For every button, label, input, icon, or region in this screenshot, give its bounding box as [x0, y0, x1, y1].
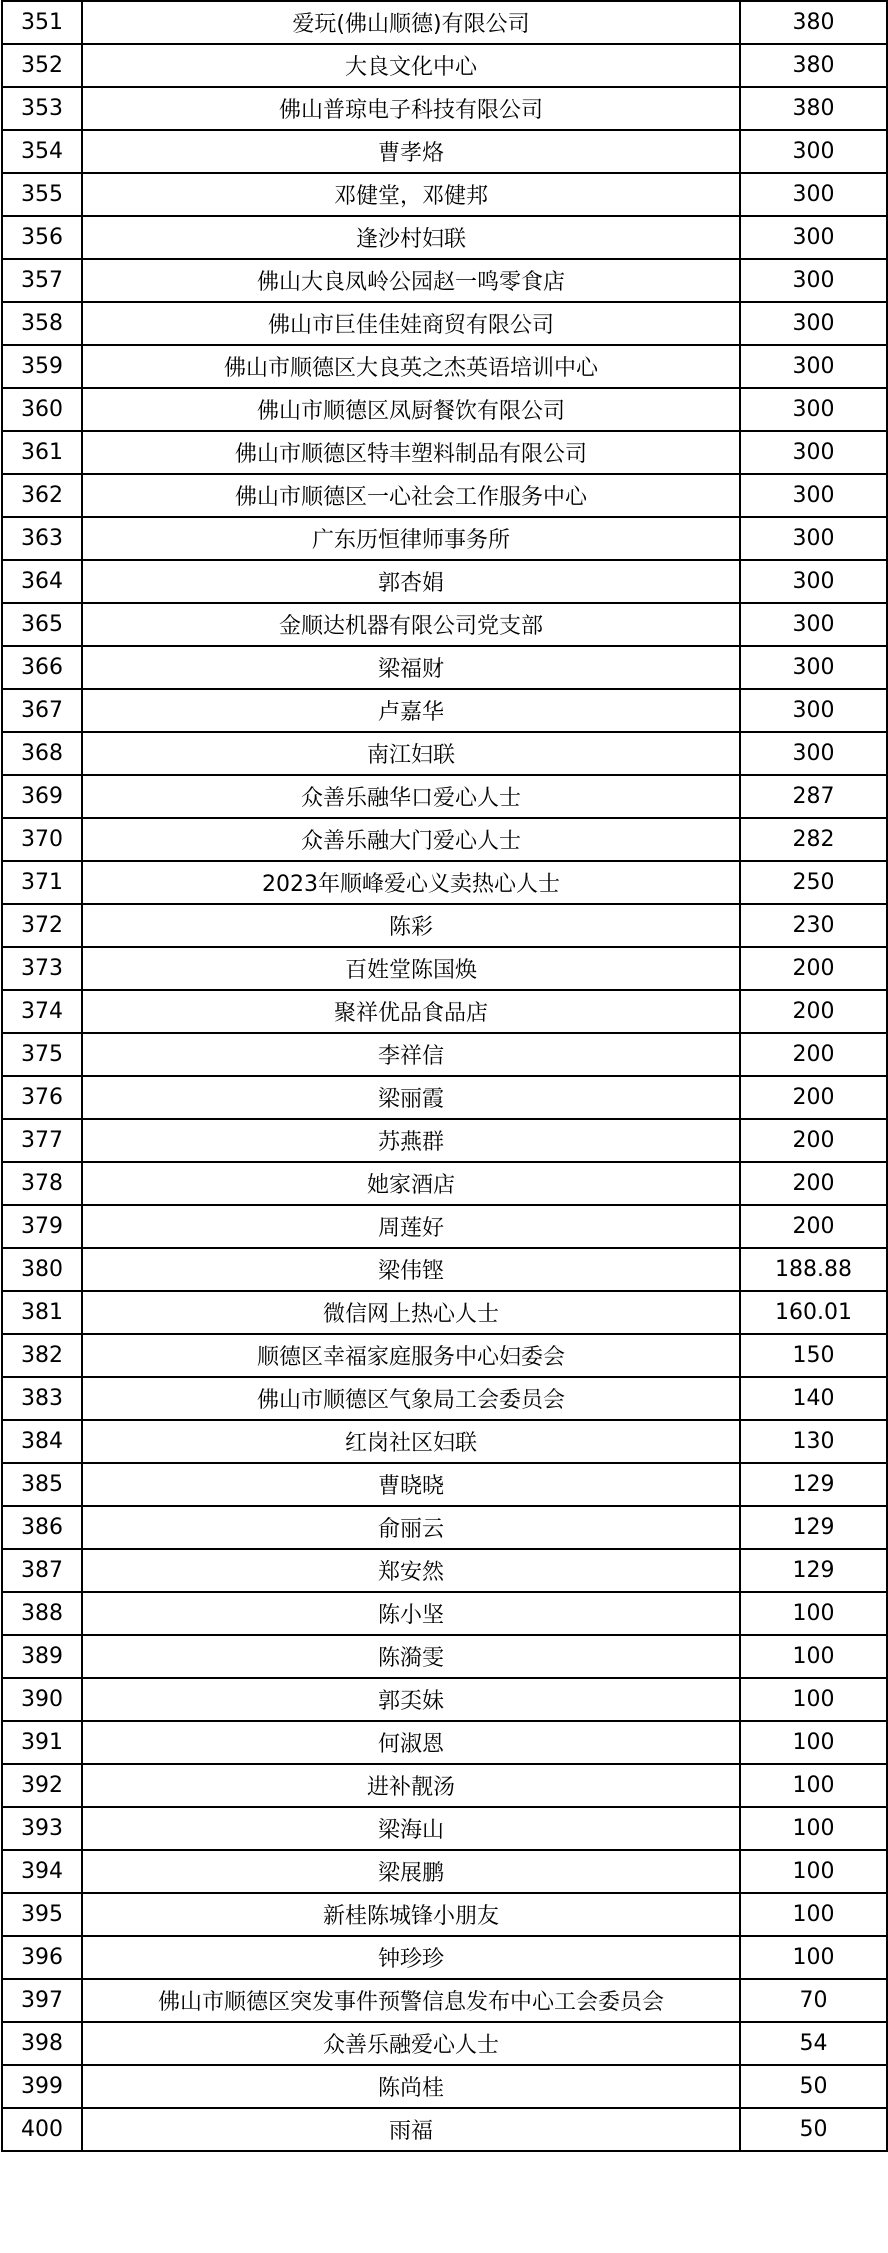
- table-row: [2, 1334, 887, 1377]
- donor-name-cell: 金顺达机器有限公司党支部: [82, 603, 740, 646]
- table-row: [2, 603, 887, 646]
- amount-cell: 188.88: [740, 1248, 887, 1291]
- table-row: [2, 1936, 887, 1979]
- donor-name-cell: 曹孝烙: [82, 130, 740, 173]
- row-number-cell: 360: [2, 388, 82, 431]
- table-body: [2, 1, 887, 2151]
- table-row: [2, 2108, 887, 2151]
- table-row: [2, 1420, 887, 1463]
- table-row: [2, 130, 887, 173]
- table-row: [2, 1678, 887, 1721]
- table-row: [2, 345, 887, 388]
- donor-name-cell: 2023年顺峰爱心义卖热心人士: [82, 861, 740, 904]
- donor-name-cell: 郑安然: [82, 1549, 740, 1592]
- donor-name-cell: 百姓堂陈国焕: [82, 947, 740, 990]
- amount-cell: 50: [740, 2065, 887, 2108]
- row-number-cell: 371: [2, 861, 82, 904]
- table-row: [2, 302, 887, 345]
- table-row: [2, 904, 887, 947]
- amount-cell: 200: [740, 1076, 887, 1119]
- row-number-cell: 384: [2, 1420, 82, 1463]
- row-number-cell: 362: [2, 474, 82, 517]
- row-number-cell: 379: [2, 1205, 82, 1248]
- amount-cell: 300: [740, 431, 887, 474]
- donor-name-cell: 新桂陈城锋小朋友: [82, 1893, 740, 1936]
- donor-name-cell: 微信网上热心人士: [82, 1291, 740, 1334]
- donor-name-cell: 佛山大良凤岭公园赵一鸣零食店: [82, 259, 740, 302]
- donor-name-cell: 佛山普琼电子科技有限公司: [82, 87, 740, 130]
- row-number-cell: 399: [2, 2065, 82, 2108]
- donor-name-cell: 她家酒店: [82, 1162, 740, 1205]
- amount-cell: 200: [740, 990, 887, 1033]
- table-row: [2, 775, 887, 818]
- amount-cell: 160.01: [740, 1291, 887, 1334]
- amount-cell: 100: [740, 1850, 887, 1893]
- row-number-cell: 394: [2, 1850, 82, 1893]
- table-row: [2, 1291, 887, 1334]
- donor-name-cell: 佛山市顺德区特丰塑料制品有限公司: [82, 431, 740, 474]
- amount-cell: 200: [740, 947, 887, 990]
- table-row: [2, 259, 887, 302]
- amount-cell: 100: [740, 1936, 887, 1979]
- amount-cell: 300: [740, 130, 887, 173]
- row-number-cell: 351: [2, 1, 82, 44]
- amount-cell: 100: [740, 1721, 887, 1764]
- donor-name-cell: 陈尚桂: [82, 2065, 740, 2108]
- donor-name-cell: 佛山市顺德区一心社会工作服务中心: [82, 474, 740, 517]
- amount-cell: 100: [740, 1635, 887, 1678]
- donor-name-cell: 逢沙村妇联: [82, 216, 740, 259]
- donor-name-cell: 卢嘉华: [82, 689, 740, 732]
- row-number-cell: 398: [2, 2022, 82, 2065]
- table-row: [2, 1721, 887, 1764]
- row-number-cell: 392: [2, 1764, 82, 1807]
- donor-name-cell: 梁福财: [82, 646, 740, 689]
- row-number-cell: 368: [2, 732, 82, 775]
- table-row: [2, 1893, 887, 1936]
- amount-cell: 282: [740, 818, 887, 861]
- row-number-cell: 388: [2, 1592, 82, 1635]
- amount-cell: 129: [740, 1463, 887, 1506]
- row-number-cell: 372: [2, 904, 82, 947]
- row-number-cell: 369: [2, 775, 82, 818]
- amount-cell: 200: [740, 1119, 887, 1162]
- table-row: [2, 2022, 887, 2065]
- amount-cell: 300: [740, 173, 887, 216]
- row-number-cell: 361: [2, 431, 82, 474]
- row-number-cell: 358: [2, 302, 82, 345]
- row-number-cell: 396: [2, 1936, 82, 1979]
- table-row: [2, 173, 887, 216]
- donor-name-cell: 佛山市顺德区突发事件预警信息发布中心工会委员会: [82, 1979, 740, 2022]
- donor-name-cell: 顺德区幸福家庭服务中心妇委会: [82, 1334, 740, 1377]
- table-row: [2, 560, 887, 603]
- row-number-cell: 397: [2, 1979, 82, 2022]
- donor-name-cell: 佛山市顺德区气象局工会委员会: [82, 1377, 740, 1420]
- donation-table: [1, 0, 888, 2152]
- donor-name-cell: 聚祥优品食品店: [82, 990, 740, 1033]
- donor-name-cell: 众善乐融爱心人士: [82, 2022, 740, 2065]
- amount-cell: 54: [740, 2022, 887, 2065]
- row-number-cell: 355: [2, 173, 82, 216]
- table-row: [2, 1592, 887, 1635]
- row-number-cell: 359: [2, 345, 82, 388]
- row-number-cell: 374: [2, 990, 82, 1033]
- row-number-cell: 387: [2, 1549, 82, 1592]
- table-row: [2, 431, 887, 474]
- amount-cell: 300: [740, 345, 887, 388]
- amount-cell: 230: [740, 904, 887, 947]
- table-row: [2, 1979, 887, 2022]
- amount-cell: 129: [740, 1549, 887, 1592]
- donor-name-cell: 大良文化中心: [82, 44, 740, 87]
- row-number-cell: 356: [2, 216, 82, 259]
- table-row: [2, 990, 887, 1033]
- row-number-cell: 357: [2, 259, 82, 302]
- row-number-cell: 370: [2, 818, 82, 861]
- row-number-cell: 366: [2, 646, 82, 689]
- amount-cell: 380: [740, 87, 887, 130]
- row-number-cell: 376: [2, 1076, 82, 1119]
- table-row: [2, 1, 887, 44]
- table-row: [2, 861, 887, 904]
- donor-name-cell: 进补靓汤: [82, 1764, 740, 1807]
- amount-cell: 300: [740, 388, 887, 431]
- table-row: [2, 732, 887, 775]
- donor-name-cell: 周莲好: [82, 1205, 740, 1248]
- row-number-cell: 382: [2, 1334, 82, 1377]
- donor-name-cell: 红岗社区妇联: [82, 1420, 740, 1463]
- donor-name-cell: 梁伟铿: [82, 1248, 740, 1291]
- row-number-cell: 395: [2, 1893, 82, 1936]
- amount-cell: 100: [740, 1678, 887, 1721]
- row-number-cell: 354: [2, 130, 82, 173]
- amount-cell: 130: [740, 1420, 887, 1463]
- amount-cell: 300: [740, 259, 887, 302]
- table-row: [2, 1377, 887, 1420]
- amount-cell: 70: [740, 1979, 887, 2022]
- amount-cell: 300: [740, 474, 887, 517]
- donor-name-cell: 众善乐融华口爱心人士: [82, 775, 740, 818]
- donor-name-cell: 何淑恩: [82, 1721, 740, 1764]
- amount-cell: 200: [740, 1205, 887, 1248]
- table-row: [2, 1807, 887, 1850]
- row-number-cell: 393: [2, 1807, 82, 1850]
- donor-name-cell: 梁海山: [82, 1807, 740, 1850]
- row-number-cell: 373: [2, 947, 82, 990]
- donor-name-cell: 雨福: [82, 2108, 740, 2151]
- table-row: [2, 1549, 887, 1592]
- amount-cell: 140: [740, 1377, 887, 1420]
- row-number-cell: 352: [2, 44, 82, 87]
- row-number-cell: 383: [2, 1377, 82, 1420]
- amount-cell: 150: [740, 1334, 887, 1377]
- row-number-cell: 380: [2, 1248, 82, 1291]
- table-row: [2, 1850, 887, 1893]
- amount-cell: 300: [740, 216, 887, 259]
- table-row: [2, 517, 887, 560]
- table-row: [2, 646, 887, 689]
- table-row: [2, 1506, 887, 1549]
- donor-name-cell: 众善乐融大门爱心人士: [82, 818, 740, 861]
- table-row: [2, 1463, 887, 1506]
- row-number-cell: 400: [2, 2108, 82, 2151]
- row-number-cell: 375: [2, 1033, 82, 1076]
- donor-name-cell: 梁丽霞: [82, 1076, 740, 1119]
- amount-cell: 200: [740, 1033, 887, 1076]
- donor-name-cell: 邓健堂，邓健邦: [82, 173, 740, 216]
- table-row: [2, 947, 887, 990]
- row-number-cell: 365: [2, 603, 82, 646]
- amount-cell: 300: [740, 517, 887, 560]
- donor-name-cell: 郭奀妹: [82, 1678, 740, 1721]
- donor-name-cell: 李祥信: [82, 1033, 740, 1076]
- amount-cell: 100: [740, 1764, 887, 1807]
- table-row: [2, 1119, 887, 1162]
- row-number-cell: 381: [2, 1291, 82, 1334]
- donor-name-cell: 曹晓晓: [82, 1463, 740, 1506]
- amount-cell: 380: [740, 44, 887, 87]
- row-number-cell: 389: [2, 1635, 82, 1678]
- amount-cell: 300: [740, 732, 887, 775]
- table-row: [2, 44, 887, 87]
- row-number-cell: 385: [2, 1463, 82, 1506]
- donor-name-cell: 南江妇联: [82, 732, 740, 775]
- donor-name-cell: 佛山市顺德区凤厨餐饮有限公司: [82, 388, 740, 431]
- table-row: [2, 1162, 887, 1205]
- amount-cell: 300: [740, 603, 887, 646]
- donor-name-cell: 俞丽云: [82, 1506, 740, 1549]
- table-row: [2, 689, 887, 732]
- donor-name-cell: 梁展鹏: [82, 1850, 740, 1893]
- amount-cell: 100: [740, 1893, 887, 1936]
- donor-name-cell: 苏燕群: [82, 1119, 740, 1162]
- amount-cell: 50: [740, 2108, 887, 2151]
- table-row: [2, 1076, 887, 1119]
- amount-cell: 300: [740, 646, 887, 689]
- table-row: [2, 1248, 887, 1291]
- row-number-cell: 363: [2, 517, 82, 560]
- table-row: [2, 2065, 887, 2108]
- table-row: [2, 388, 887, 431]
- amount-cell: 287: [740, 775, 887, 818]
- table-row: [2, 1764, 887, 1807]
- row-number-cell: 377: [2, 1119, 82, 1162]
- row-number-cell: 364: [2, 560, 82, 603]
- table-row: [2, 1635, 887, 1678]
- amount-cell: 300: [740, 689, 887, 732]
- donor-name-cell: 郭杏娟: [82, 560, 740, 603]
- donor-name-cell: 广东历恒律师事务所: [82, 517, 740, 560]
- donor-name-cell: 佛山市顺德区大良英之杰英语培训中心: [82, 345, 740, 388]
- table-row: [2, 474, 887, 517]
- amount-cell: 100: [740, 1807, 887, 1850]
- row-number-cell: 391: [2, 1721, 82, 1764]
- table-row: [2, 1205, 887, 1248]
- table-row: [2, 87, 887, 130]
- row-number-cell: 378: [2, 1162, 82, 1205]
- donor-name-cell: 陈彩: [82, 904, 740, 947]
- amount-cell: 200: [740, 1162, 887, 1205]
- amount-cell: 100: [740, 1592, 887, 1635]
- donor-name-cell: 钟珍珍: [82, 1936, 740, 1979]
- donor-name-cell: 佛山市巨佳佳娃商贸有限公司: [82, 302, 740, 345]
- row-number-cell: 367: [2, 689, 82, 732]
- table-row: [2, 1033, 887, 1076]
- amount-cell: 129: [740, 1506, 887, 1549]
- row-number-cell: 386: [2, 1506, 82, 1549]
- amount-cell: 250: [740, 861, 887, 904]
- table-row: [2, 216, 887, 259]
- table-row: [2, 818, 887, 861]
- row-number-cell: 390: [2, 1678, 82, 1721]
- row-number-cell: 353: [2, 87, 82, 130]
- donor-name-cell: 陈小坚: [82, 1592, 740, 1635]
- amount-cell: 300: [740, 560, 887, 603]
- donor-name-cell: 陈漪雯: [82, 1635, 740, 1678]
- donor-name-cell: 爱玩(佛山顺德)有限公司: [82, 1, 740, 44]
- amount-cell: 380: [740, 1, 887, 44]
- amount-cell: 300: [740, 302, 887, 345]
